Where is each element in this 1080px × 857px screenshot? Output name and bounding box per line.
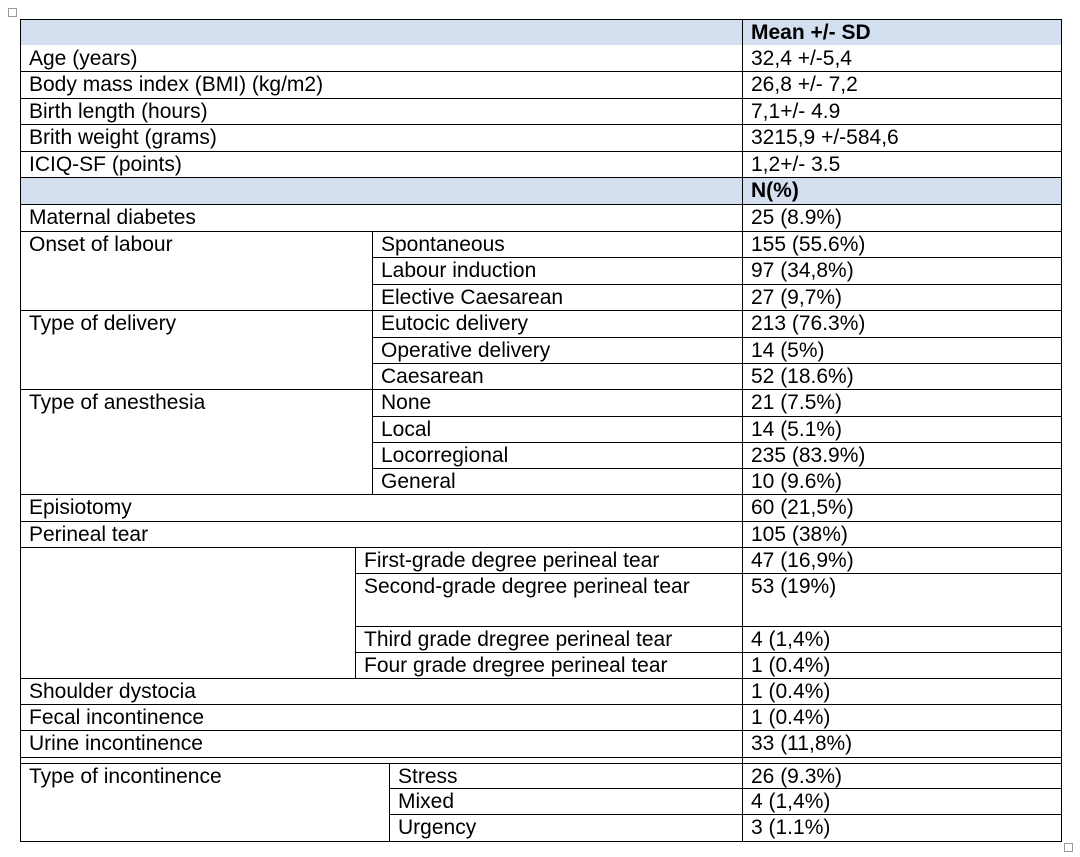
row-label: ICIQ-SF (points)	[29, 153, 182, 176]
table-rule	[389, 763, 390, 842]
row-value: 1,2+/- 3.5	[751, 153, 841, 176]
table-rule	[372, 231, 373, 311]
row-value: 1 (0.4%)	[751, 706, 831, 729]
row-value: 32,4 +/-5,4	[751, 47, 852, 70]
table-rule	[20, 841, 1062, 842]
row-sublabel: Caesarean	[381, 365, 484, 388]
row-value: 25 (8.9%)	[751, 206, 843, 229]
row-sublabel: Elective Caesarean	[381, 286, 564, 309]
row-sublabel: Eutocic delivery	[381, 312, 529, 335]
row-value: 4 (1,4%)	[751, 628, 831, 651]
row-value: 7,1+/- 4.9	[751, 100, 841, 123]
row-group-label: Type of delivery	[29, 312, 177, 335]
table-rule	[1061, 19, 1062, 842]
row-value: 4 (1,4%)	[751, 790, 831, 813]
table-rule	[20, 757, 1062, 758]
table-rule	[742, 19, 743, 842]
row-sublabel: Operative delivery	[381, 339, 551, 362]
row-value: 3 (1.1%)	[751, 816, 831, 839]
row-value: 21 (7.5%)	[751, 391, 843, 414]
header-mean-sd: Mean +/- SD	[743, 20, 1061, 45]
table-move-handle-icon[interactable]	[8, 8, 17, 17]
row-label: Brith weight (grams)	[29, 126, 217, 149]
table-rule	[20, 19, 21, 842]
row-value: 27 (9,7%)	[751, 286, 843, 309]
row-label: Maternal diabetes	[29, 206, 196, 229]
row-label: Episiotomy	[29, 496, 132, 519]
row-value: 14 (5%)	[751, 339, 825, 362]
row-value: 3215,9 +/-584,6	[751, 126, 899, 149]
row-group-label: Onset of labour	[29, 233, 173, 256]
table-resize-handle-icon[interactable]	[1064, 843, 1073, 852]
row-value: 235 (83.9%)	[751, 444, 866, 467]
header-label-cell-2	[21, 178, 742, 204]
header-label-cell	[21, 20, 742, 45]
row-sublabel: Mixed	[398, 790, 455, 813]
table-rule	[372, 310, 373, 390]
row-value: 47 (16,9%)	[751, 549, 854, 572]
row-value: 26,8 +/- 7,2	[751, 73, 858, 96]
row-sublabel: Second-grade degree perineal tear	[364, 575, 690, 598]
row-value: 213 (76.3%)	[751, 312, 866, 335]
row-label: Body mass index (BMI) (kg/m2)	[29, 73, 324, 96]
table-rule	[20, 19, 1062, 20]
row-value: 33 (11,8%)	[751, 732, 853, 755]
row-label: Shoulder dystocia	[29, 680, 196, 703]
row-sublabel: Urgency	[398, 816, 477, 839]
row-sublabel: Local	[381, 418, 432, 441]
row-sublabel: Locorregional	[381, 444, 509, 467]
row-label: Fecal incontinence	[29, 706, 205, 729]
row-sublabel: Labour induction	[381, 259, 537, 282]
header-n-percent: N(%)	[743, 178, 1061, 204]
row-group-label: Type of incontinence	[29, 765, 222, 788]
row-label: Birth length (hours)	[29, 100, 208, 123]
row-label: Urine incontinence	[29, 732, 203, 755]
row-label: Age (years)	[29, 47, 138, 70]
row-value: 14 (5.1%)	[751, 418, 843, 441]
row-value: 155 (55.6%)	[751, 233, 866, 256]
table-rule	[20, 763, 1062, 764]
row-sublabel: General	[381, 470, 456, 493]
row-sublabel: Four grade dregree perineal tear	[364, 654, 668, 677]
row-label: Perineal tear	[29, 523, 149, 546]
row-sublabel: First-grade degree perineal tear	[364, 549, 660, 572]
row-value: 60 (21,5%)	[751, 496, 854, 519]
row-sublabel: None	[381, 391, 432, 414]
row-group-label	[21, 548, 355, 678]
row-sublabel: Third grade dregree perineal tear	[364, 628, 673, 651]
row-value: 1 (0.4%)	[751, 654, 831, 677]
table-rule	[20, 204, 1062, 205]
row-value: 1 (0.4%)	[751, 680, 831, 703]
table-rule	[372, 389, 373, 495]
row-value: 97 (34,8%)	[751, 259, 854, 282]
row-value: 53 (19%)	[751, 575, 837, 598]
row-sublabel: Stress	[398, 765, 458, 788]
row-value: 10 (9.6%)	[751, 470, 843, 493]
row-group-label: Type of anesthesia	[29, 391, 206, 414]
row-value: 26 (9.3%)	[751, 765, 843, 788]
row-value: 105 (38%)	[751, 523, 848, 546]
table-rule	[20, 177, 1062, 178]
table-rule	[355, 547, 356, 679]
row-value: 52 (18.6%)	[751, 365, 854, 388]
row-sublabel: Spontaneous	[381, 233, 505, 256]
